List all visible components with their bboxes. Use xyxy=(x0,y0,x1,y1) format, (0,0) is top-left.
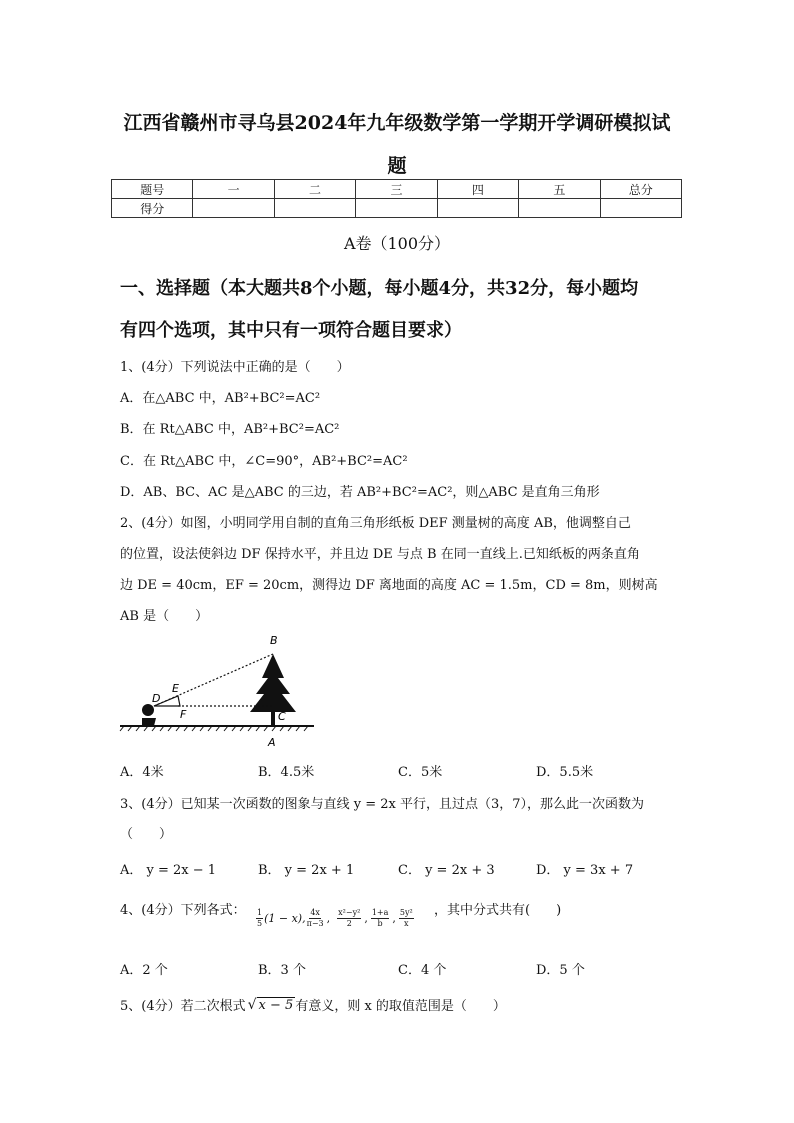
table-cell: 四 xyxy=(437,180,518,199)
person-body xyxy=(142,718,156,726)
question-4-option-d: D．5 个 xyxy=(536,963,585,978)
question-4-expressions: $\frac{1}{5}$ (1 − x), $\frac{4x}{\pi-3}$ , $\frac{\text{x²−y²}}{2}$ , $\frac{1+a}{b}$ , $\frac{\text{5y²}}{x}$ xyxy=(257,908,413,928)
table-cell: 五 xyxy=(519,180,600,199)
question-5-text-before: 5、(4分）若二次根式 xyxy=(120,999,246,1014)
question-5-stem: 5、(4分）若二次根式 √ x − 5 有意义，则 x 的取值范围是（ ） xyxy=(120,996,506,1014)
question-2-option-a: A．4米 xyxy=(120,765,164,780)
question-1-option-a: A．在△ABC 中，AB²+BC²=AC² xyxy=(120,391,321,406)
question-2-line-1: 2、(4分）如图，小明同学用自制的直角三角形纸板 DEF 测量树的高度 AB，他调整自己 xyxy=(120,516,631,531)
question-4-option-b: B．3 个 xyxy=(258,963,306,978)
score-input-cell xyxy=(193,199,274,218)
page-title-continued: 题 xyxy=(387,155,407,177)
section-1-heading-continued: 有四个选项，其中只有一项符合题目要求） xyxy=(120,320,462,341)
question-4-stem: 4、(4分）下列各式： xyxy=(120,903,246,918)
table-cell: 得分 xyxy=(112,199,193,218)
table-cell: 二 xyxy=(274,180,355,199)
expression-text: (1 − x), xyxy=(264,912,306,925)
table-row xyxy=(112,199,682,218)
question-5-text-after: 有意义，则 x 的取值范围是（ ） xyxy=(295,999,506,1014)
question-3-option-c: C． y = 2x + 3 xyxy=(398,863,495,878)
fraction: $\frac{4x}{\pi-3}$ xyxy=(306,908,324,928)
label-d: D xyxy=(152,692,161,705)
label-b: B xyxy=(270,634,278,647)
table-cell: 一 xyxy=(193,180,274,199)
question-2-line-4: AB 是（ ） xyxy=(120,609,209,624)
question-2-line-2: 的位置，设法使斜边 DF 保持水平，并且边 DE 与点 B 在同一直线上.已知纸板的两条直角 xyxy=(120,547,640,562)
label-c: C xyxy=(278,710,286,723)
label-a: A xyxy=(268,736,276,749)
page-title: 江西省赣州市寻乌县2024年九年级数学第一学期开学调研模拟试 xyxy=(123,112,671,134)
question-3-option-b: B． y = 2x + 1 xyxy=(258,863,355,878)
section-1-heading: 一、选择题（本大题共8个小题，每小题4分，共32分，每小题均 xyxy=(120,278,639,299)
question-1-option-c: C．在 Rt△ABC 中，∠C=90°，AB²+BC²=AC² xyxy=(120,454,408,469)
question-1-option-d: D．AB、BC、AC 是△ABC 的三边，若 AB²+BC²=AC²，则△ABC 是直角三角形 xyxy=(120,485,600,500)
person-head xyxy=(142,704,154,716)
score-input-cell xyxy=(519,199,600,218)
question-2-line-3: 边 DE = 40cm，EF = 20cm，测得边 DF 离地面的高度 AC = 1.5m，CD = 8m，则树高 xyxy=(120,578,658,593)
tree-measurement-figure xyxy=(118,632,318,750)
label-f: F xyxy=(180,708,187,721)
question-4-option-c: C．4 个 xyxy=(398,963,447,978)
question-2-option-c: C．5米 xyxy=(398,765,443,780)
table-row xyxy=(112,180,682,199)
question-1-option-b: B．在 Rt△ABC 中，AB²+BC²=AC² xyxy=(120,422,340,437)
question-2-option-d: D．5.5米 xyxy=(536,765,594,780)
label-e: E xyxy=(172,682,179,695)
question-2-option-b: B．4.5米 xyxy=(258,765,315,780)
score-input-cell xyxy=(356,199,437,218)
question-4-option-a: A．2 个 xyxy=(120,963,168,978)
score-input-cell xyxy=(600,199,681,218)
score-input-cell xyxy=(274,199,355,218)
fraction: $\frac{\text{x²−y²}}{2}$ xyxy=(338,908,361,928)
question-3-line-2: （ ） xyxy=(120,827,173,842)
fraction: $\frac{1}{5}$ xyxy=(257,908,263,928)
section-a-heading: A卷（100分） xyxy=(343,234,451,253)
question-3-option-a: A． y = 2x − 1 xyxy=(120,863,217,878)
fraction: $\frac{\text{5y²}}{x}$ xyxy=(399,908,413,928)
radicand: x − 5 xyxy=(258,997,294,1013)
score-input-cell xyxy=(437,199,518,218)
table-cell: 三 xyxy=(356,180,437,199)
fraction: $\frac{1+a}{b}$ xyxy=(371,908,389,928)
question-4-tail: ，其中分式共有( ) xyxy=(434,903,562,918)
table-cell: 总分 xyxy=(600,180,681,199)
tree-foliage xyxy=(250,654,296,712)
score-table xyxy=(111,179,682,218)
question-3-option-d: D． y = 3x + 7 xyxy=(536,863,634,878)
question-3-line-1: 3、(4分）已知某一次函数的图象与直线 y = 2x 平行，且过点（3，7），那么此一次函数为 xyxy=(120,797,645,812)
table-cell: 题号 xyxy=(112,180,193,199)
question-1-stem: 1、(4分）下列说法中正确的是（ ） xyxy=(120,360,350,375)
